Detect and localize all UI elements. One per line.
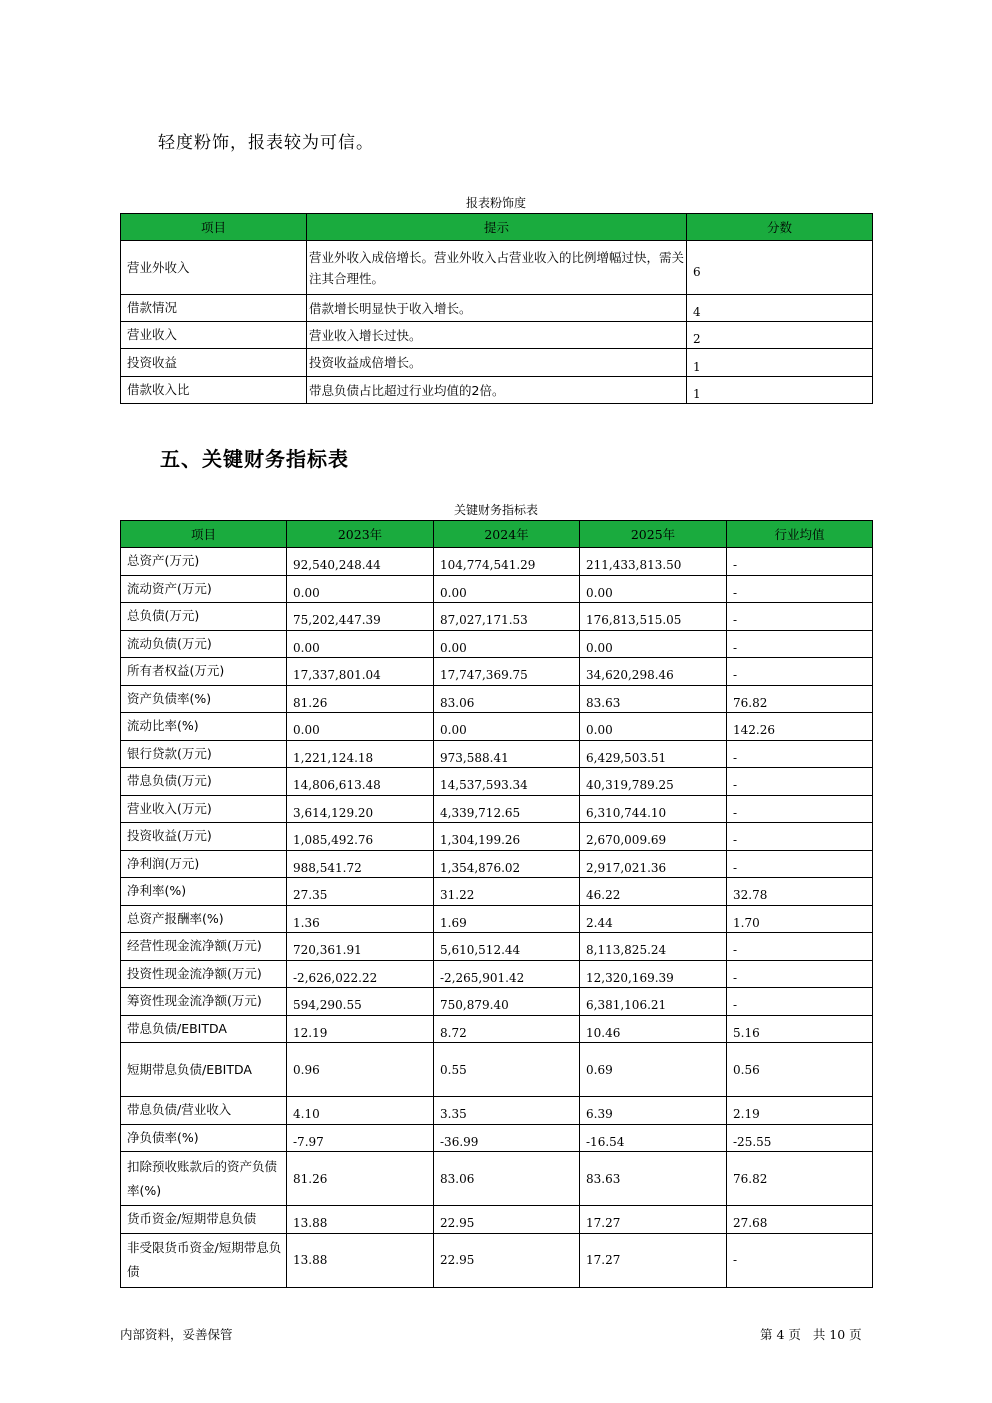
row-2023: -7.97: [287, 1124, 434, 1152]
row-2025: 17.27: [580, 1206, 727, 1234]
row-2023: 27.35: [287, 878, 434, 906]
table2-header-item: 项目: [121, 521, 287, 548]
table2-header-2024: 2024年: [434, 521, 580, 548]
row-2024: 22.95: [434, 1206, 580, 1234]
window-dressing-table: [120, 213, 873, 404]
row-item: 扣除预收账款后的资产负债率(%): [121, 1152, 287, 1206]
row-2024: 0.55: [434, 1043, 580, 1097]
table-row: [121, 960, 873, 988]
row-industry-avg: 32.78: [727, 878, 873, 906]
row-2024: 1,354,876.02: [434, 850, 580, 878]
row-item: 总资产报酬率(%): [121, 905, 287, 933]
row-2025: 6.39: [580, 1097, 727, 1125]
table2-header-row: [121, 521, 873, 548]
row-2023: 0.00: [287, 575, 434, 603]
row-score: 6: [687, 241, 873, 295]
row-2023: 12.19: [287, 1015, 434, 1043]
row-item: 短期带息负债/EBITDA: [121, 1043, 287, 1097]
row-2024: 22.95: [434, 1233, 580, 1287]
row-item: 流动负债(万元): [121, 630, 287, 658]
row-item: 非受限货币资金/短期带息负债: [121, 1233, 287, 1287]
row-2025: 2,917,021.36: [580, 850, 727, 878]
row-2023: 13.88: [287, 1233, 434, 1287]
table-row: [121, 1043, 873, 1097]
row-industry-avg: -25.55: [727, 1124, 873, 1152]
row-2024: 0.00: [434, 575, 580, 603]
row-industry-avg: -: [727, 1233, 873, 1287]
footer-page-number: 第 4 页 共 10 页: [760, 1327, 862, 1342]
row-2023: 14,806,613.48: [287, 768, 434, 796]
row-score: 1: [687, 349, 873, 377]
row-2025: 83.63: [580, 1152, 727, 1206]
row-industry-avg: -: [727, 933, 873, 961]
table-row: [121, 795, 873, 823]
table2-header-2023: 2023年: [287, 521, 434, 548]
table-row: [121, 575, 873, 603]
intro-text: 轻度粉饰，报表较为可信。: [158, 133, 374, 153]
row-2025: 2.44: [580, 905, 727, 933]
row-2023: 92,540,248.44: [287, 548, 434, 576]
row-item: 资产负债率(%): [121, 685, 287, 713]
table-row: [121, 1015, 873, 1043]
row-score: 1: [687, 377, 873, 404]
row-2024: 0.00: [434, 630, 580, 658]
row-2025: 17.27: [580, 1233, 727, 1287]
row-2024: 83.06: [434, 685, 580, 713]
row-hint: 借款增长明显快于收入增长。: [307, 295, 687, 322]
row-industry-avg: -: [727, 960, 873, 988]
row-item: 营业收入: [121, 322, 307, 349]
row-2023: 0.00: [287, 713, 434, 741]
row-2024: 83.06: [434, 1152, 580, 1206]
row-industry-avg: -: [727, 768, 873, 796]
row-2024: 17,747,369.75: [434, 658, 580, 686]
row-score: 2: [687, 322, 873, 349]
row-item: 所有者权益(万元): [121, 658, 287, 686]
table-row: [121, 322, 873, 349]
row-item: 货币资金/短期带息负债: [121, 1206, 287, 1234]
row-2024: -36.99: [434, 1124, 580, 1152]
row-industry-avg: 5.16: [727, 1015, 873, 1043]
row-2023: 13.88: [287, 1206, 434, 1234]
row-2024: 5,610,512.44: [434, 933, 580, 961]
row-item: 流动比率(%): [121, 713, 287, 741]
row-item: 经营性现金流净额(万元): [121, 933, 287, 961]
row-2025: 34,620,298.46: [580, 658, 727, 686]
table2-header-industry-avg: 行业均值: [727, 521, 873, 548]
row-2025: 0.00: [580, 713, 727, 741]
row-item: 营业外收入: [121, 241, 307, 295]
table-row: [121, 933, 873, 961]
row-2023: 4.10: [287, 1097, 434, 1125]
row-industry-avg: -: [727, 630, 873, 658]
row-item: 投资性现金流净额(万元): [121, 960, 287, 988]
table2-caption: 关键财务指标表: [453, 503, 538, 517]
row-industry-avg: -: [727, 823, 873, 851]
row-item: 营业收入(万元): [121, 795, 287, 823]
row-2024: 31.22: [434, 878, 580, 906]
row-2024: 973,588.41: [434, 740, 580, 768]
row-2023: 81.26: [287, 685, 434, 713]
row-industry-avg: 2.19: [727, 1097, 873, 1125]
row-industry-avg: -: [727, 740, 873, 768]
table-row: [121, 1152, 873, 1206]
row-score: 4: [687, 295, 873, 322]
row-industry-avg: -: [727, 850, 873, 878]
table1-header-row: [121, 214, 873, 241]
table-row: [121, 1233, 873, 1287]
table1-header-hint: 提示: [307, 214, 687, 241]
row-hint: 带息负债占比超过行业均值的2倍。: [307, 377, 687, 404]
key-financial-indicators-table: [120, 520, 873, 1288]
row-item: 净利率(%): [121, 878, 287, 906]
row-2023: 0.00: [287, 630, 434, 658]
table-row: [121, 905, 873, 933]
table1-header-score: 分数: [687, 214, 873, 241]
table-row: [121, 658, 873, 686]
row-2023: -2,626,022.22: [287, 960, 434, 988]
row-2025: -16.54: [580, 1124, 727, 1152]
row-hint: 营业外收入成倍增长。营业外收入占营业收入的比例增幅过快，需关注其合理性。: [307, 241, 687, 295]
row-2025: 2,670,009.69: [580, 823, 727, 851]
table-row: [121, 685, 873, 713]
row-item: 总负债(万元): [121, 603, 287, 631]
row-industry-avg: 1.70: [727, 905, 873, 933]
row-item: 银行贷款(万元): [121, 740, 287, 768]
table-row: [121, 878, 873, 906]
row-2025: 6,381,106.21: [580, 988, 727, 1016]
row-2025: 0.00: [580, 575, 727, 603]
table-row: [121, 603, 873, 631]
row-2023: 988,541.72: [287, 850, 434, 878]
row-2024: 3.35: [434, 1097, 580, 1125]
row-item: 投资收益: [121, 349, 307, 377]
row-item: 总资产(万元): [121, 548, 287, 576]
row-hint: 营业收入增长过快。: [307, 322, 687, 349]
row-2024: 14,537,593.34: [434, 768, 580, 796]
row-2023: 17,337,801.04: [287, 658, 434, 686]
row-industry-avg: 76.82: [727, 685, 873, 713]
row-2025: 6,310,744.10: [580, 795, 727, 823]
row-2024: 4,339,712.65: [434, 795, 580, 823]
row-2024: 8.72: [434, 1015, 580, 1043]
row-2025: 0.69: [580, 1043, 727, 1097]
row-2024: 1,304,199.26: [434, 823, 580, 851]
row-2024: -2,265,901.42: [434, 960, 580, 988]
row-2024: 87,027,171.53: [434, 603, 580, 631]
row-hint: 投资收益成倍增长。: [307, 349, 687, 377]
row-item: 净负债率(%): [121, 1124, 287, 1152]
table-row: [121, 740, 873, 768]
table-row: [121, 768, 873, 796]
row-industry-avg: 76.82: [727, 1152, 873, 1206]
row-item: 带息负债(万元): [121, 768, 287, 796]
footer-confidential: 内部资料，妥善保管: [120, 1327, 233, 1342]
row-2023: 1,221,124.18: [287, 740, 434, 768]
row-2025: 176,813,515.05: [580, 603, 727, 631]
table-row: [121, 548, 873, 576]
row-2024: 1.69: [434, 905, 580, 933]
row-2023: 720,361.91: [287, 933, 434, 961]
table-row: [121, 630, 873, 658]
row-industry-avg: -: [727, 548, 873, 576]
row-industry-avg: -: [727, 988, 873, 1016]
row-2024: 0.00: [434, 713, 580, 741]
table-row: [121, 823, 873, 851]
row-2023: 75,202,447.39: [287, 603, 434, 631]
table-row: [121, 988, 873, 1016]
row-item: 流动资产(万元): [121, 575, 287, 603]
table-row: [121, 1124, 873, 1152]
row-2023: 594,290.55: [287, 988, 434, 1016]
table2-header-2025: 2025年: [580, 521, 727, 548]
row-2024: 104,774,541.29: [434, 548, 580, 576]
row-2025: 8,113,825.24: [580, 933, 727, 961]
row-item: 投资收益(万元): [121, 823, 287, 851]
row-2025: 83.63: [580, 685, 727, 713]
table1-caption: 报表粉饰度: [465, 196, 526, 210]
table-row: [121, 713, 873, 741]
table-row: [121, 1206, 873, 1234]
table-row: [121, 349, 873, 377]
table-row: [121, 241, 873, 295]
section-title: 五、关键财务指标表: [160, 447, 349, 471]
row-industry-avg: 27.68: [727, 1206, 873, 1234]
row-item: 借款收入比: [121, 377, 307, 404]
row-2025: 211,433,813.50: [580, 548, 727, 576]
row-item: 净利润(万元): [121, 850, 287, 878]
row-item: 借款情况: [121, 295, 307, 322]
row-item: 带息负债/营业收入: [121, 1097, 287, 1125]
row-industry-avg: -: [727, 795, 873, 823]
row-industry-avg: 142.26: [727, 713, 873, 741]
row-2025: 6,429,503.51: [580, 740, 727, 768]
row-2025: 46.22: [580, 878, 727, 906]
row-2025: 0.00: [580, 630, 727, 658]
table-row: [121, 850, 873, 878]
row-2023: 3,614,129.20: [287, 795, 434, 823]
table-row: [121, 377, 873, 404]
row-2023: 81.26: [287, 1152, 434, 1206]
row-2023: 1.36: [287, 905, 434, 933]
row-2023: 0.96: [287, 1043, 434, 1097]
table-row: [121, 1097, 873, 1125]
row-item: 筹资性现金流净额(万元): [121, 988, 287, 1016]
row-2025: 10.46: [580, 1015, 727, 1043]
row-2023: 1,085,492.76: [287, 823, 434, 851]
row-industry-avg: 0.56: [727, 1043, 873, 1097]
row-2024: 750,879.40: [434, 988, 580, 1016]
row-item: 带息负债/EBITDA: [121, 1015, 287, 1043]
row-industry-avg: -: [727, 658, 873, 686]
row-industry-avg: -: [727, 603, 873, 631]
row-2025: 40,319,789.25: [580, 768, 727, 796]
table-row: [121, 295, 873, 322]
table1-header-item: 项目: [121, 214, 307, 241]
row-2025: 12,320,169.39: [580, 960, 727, 988]
row-industry-avg: -: [727, 575, 873, 603]
